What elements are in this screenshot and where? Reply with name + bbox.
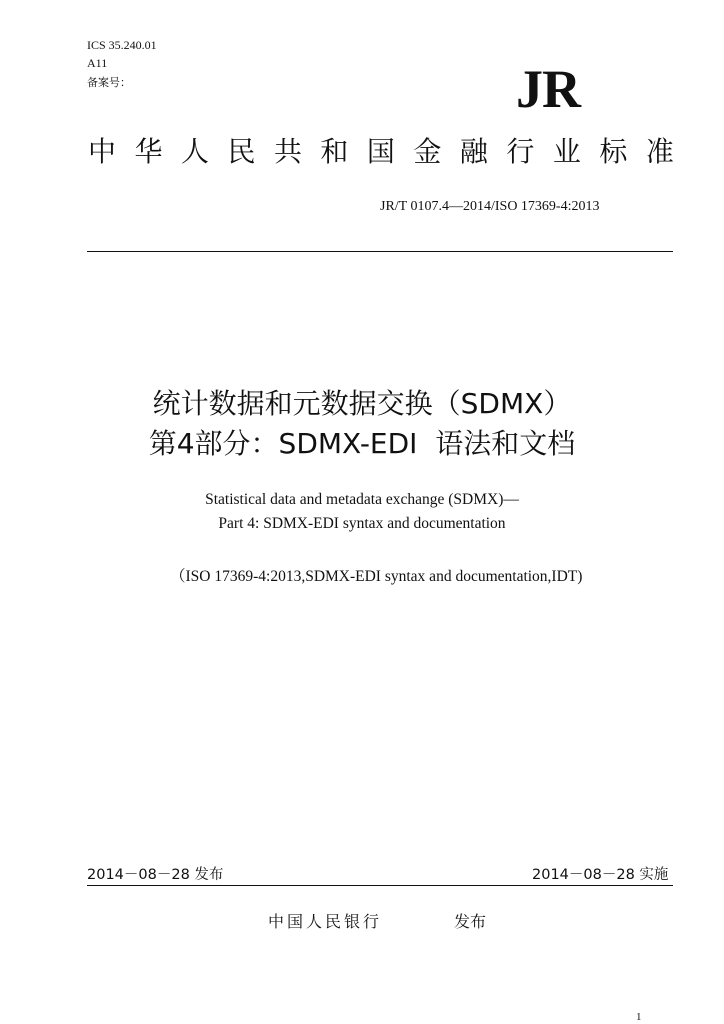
standard-title-char: 民 <box>227 135 256 168</box>
jr-logo: JR <box>516 59 580 119</box>
standard-category-title <box>88 134 674 170</box>
page-number: 1 <box>636 1011 642 1023</box>
ccs-code: A11 <box>87 56 108 70</box>
standard-number: JR/T 0107.4—2014/ISO 17369-4:2013 <box>380 199 600 214</box>
standard-title-char: 金 <box>413 135 442 168</box>
standard-title-char: 国 <box>366 135 395 168</box>
iso-equivalence-reference: （ISO 17369-4:2013,SDMX-EDI syntax and documentation,IDT) <box>170 568 583 585</box>
footer-divider <box>87 885 673 886</box>
standard-title-char: 中 <box>88 135 117 168</box>
standard-title-char: 行 <box>506 135 535 168</box>
publish-date: 2014－08－28 发布 <box>87 867 224 883</box>
standard-title-char: 业 <box>552 135 581 168</box>
standard-title-char: 标 <box>599 135 628 168</box>
document-title-en-line1: Statistical data and metadata exchange (SDMX)— <box>205 491 519 508</box>
document-title-en-line2: Part 4: SDMX-EDI syntax and documentation <box>218 515 506 532</box>
standard-title-char: 和 <box>320 135 349 168</box>
issuing-authority: 中国人民银行 <box>268 912 383 931</box>
standard-title-char: 融 <box>459 135 488 168</box>
standard-title-char: 人 <box>180 135 209 168</box>
issue-label: 发布 <box>454 912 487 931</box>
ics-code: ICS 35.240.01 <box>87 38 157 52</box>
standard-title-char: 共 <box>273 135 302 168</box>
filing-number-label: 备案号： <box>87 76 131 89</box>
header-divider <box>87 251 673 252</box>
implement-date: 2014－08－28 实施 <box>532 867 669 883</box>
document-title-cn-line2: 第4部分：SDMX-EDI 语法和文档 <box>148 427 576 460</box>
standard-title-char: 准 <box>645 135 674 168</box>
standard-title-char: 华 <box>134 135 163 168</box>
document-title-cn-line1: 统计数据和元数据交换（SDMX） <box>152 387 572 420</box>
